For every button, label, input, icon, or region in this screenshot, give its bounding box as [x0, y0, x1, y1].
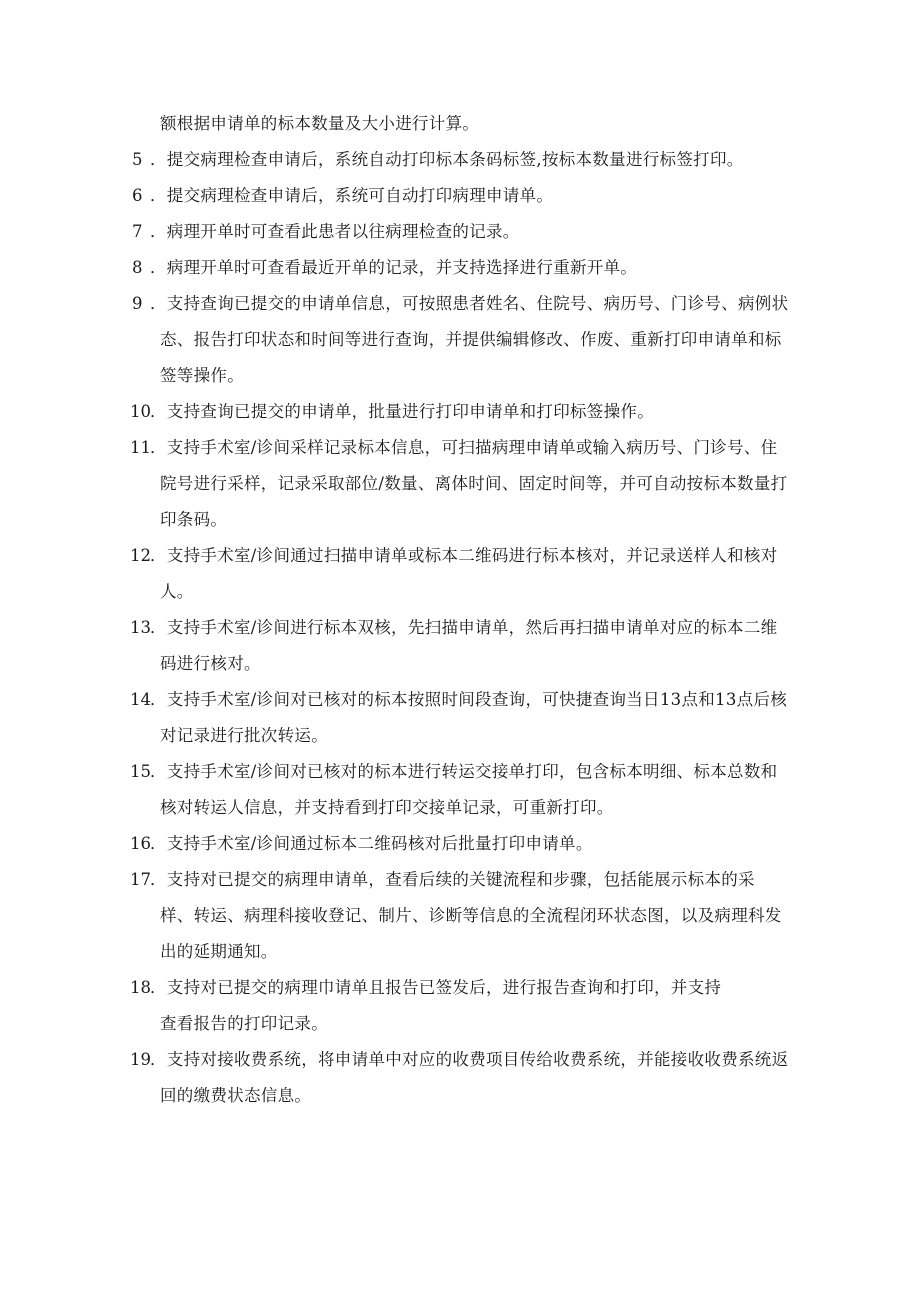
- list-item: [0, 142, 920, 178]
- list-item: [0, 610, 920, 682]
- list-item-number: 14: [130, 690, 151, 709]
- list-item-text-line: 样、转运、病理科接收登记、制片、诊断等信息的全流程闭环状态图，以及病理科发: [160, 906, 782, 925]
- list-item-number: 9: [132, 294, 143, 313]
- list-item-number: 6: [132, 186, 143, 205]
- list-item: [0, 862, 920, 970]
- list-item-text-line: 查看报告的打印记录。: [160, 1014, 328, 1033]
- list-item-text-line: ．支持对已提交的病理巾请单且报告已签发后，进行报告查询和打印，并支持: [150, 978, 722, 997]
- list-item-text-line: ．病理开单时可查看最近开单的记录，并支持选择进行重新开单。: [150, 258, 638, 277]
- list-item-number: 17: [130, 870, 151, 889]
- list-item-text-line: ．支持查询已提交的申请单，批量进行打印申请单和打印标签操作。: [150, 402, 654, 421]
- list-item-text-line: 态、报告打印状态和时间等进行查询，并提供编辑修改、作废、重新打印申请单和标: [160, 330, 782, 349]
- list-item-text-line: ．支持对已提交的病理申请单，查看后续的关键流程和步骤，包括能展示标本的采: [150, 870, 755, 889]
- list-item-text-line: 核对转运人信息，并支持看到打印交接单记录，可重新打印。: [160, 798, 614, 817]
- list-item-text-line: ．提交病理检查申请后，系统可自动打印病理申请单。: [150, 186, 554, 205]
- list-item: [0, 286, 920, 394]
- list-item-number: 18: [130, 978, 151, 997]
- list-item-text-line: ．支持对接收费系统，将申请单中对应的收费项目传给收费系统，并能接收收费系统返: [150, 1050, 789, 1069]
- list-item-text-line: 回的缴费状态信息。: [160, 1086, 312, 1105]
- list-item-number: 12: [130, 546, 151, 565]
- list-item-text-line: 出的延期通知。: [160, 942, 278, 961]
- list-item: [0, 754, 920, 826]
- list-item-text-line: ．支持手术室/诊间对已核对的标本按照时间段查询，可快捷查询当日13点和13点后核: [150, 690, 788, 709]
- list-item: [0, 1042, 920, 1114]
- list-item-text-line: ．支持手术室/诊间采样记录标本信息，可扫描病理申请单或输入病历号、门诊号、住: [150, 438, 778, 457]
- list-item-text-line: ．支持手术室/诊间对已核对的标本进行转运交接单打印，包含标本明细、标本总数和: [150, 762, 778, 781]
- list-item-number: 13: [130, 618, 151, 637]
- list-item-text-line: ．支持手术室/诊间通过扫描申请单或标本二维码进行标本核对，并记录送样人和核对: [150, 546, 778, 565]
- list-item-number: 5: [132, 150, 143, 169]
- list-item-text-line: 签等操作。: [160, 366, 244, 385]
- list-item: [0, 970, 920, 1042]
- list-item: [0, 538, 920, 610]
- list-item-text-line: 印条码。: [160, 510, 228, 529]
- list-item: [0, 214, 920, 250]
- list-item-number: 16: [130, 834, 151, 853]
- list-item-text-line: ．支持查询已提交的申请单信息，可按照患者姓名、住院号、病历号、门诊号、病例状: [150, 294, 789, 313]
- continuation-text: 额根据申请单的标本数量及大小进行计算。: [160, 114, 480, 133]
- list-item: [0, 682, 920, 754]
- list-item-number: 8: [132, 258, 143, 277]
- list-item-text-line: ．支持手术室/诊间进行标本双核，先扫描申请单，然后再扫描申请单对应的标本二维: [150, 618, 778, 637]
- list-item: [0, 394, 920, 430]
- list-item-number: 11: [130, 438, 151, 457]
- list-item-number: 19: [130, 1050, 151, 1069]
- list-item-text-line: 对记录进行批次转运。: [160, 726, 328, 745]
- list-item-number: 15: [130, 762, 151, 781]
- list-item-number: 7: [132, 222, 143, 241]
- list-item-text-line: 院号进行采样，记录采取部位/数量、离体时间、固定时间等，并可自动按标本数量打: [160, 474, 788, 493]
- list-item-text-line: ．病理开单时可查看此患者以往病理检查的记录。: [150, 222, 520, 241]
- requirement-list: [0, 142, 920, 1114]
- list-item: [0, 430, 920, 538]
- list-item: [0, 178, 920, 214]
- list-item-text-line: 码进行核对。: [160, 654, 261, 673]
- list-item-text-line: ．提交病理检查申请后，系统自动打印标本条码标签,按标本数量进行标签打印。: [150, 150, 744, 169]
- list-item-text-line: 人。: [160, 582, 194, 601]
- list-item: [0, 250, 920, 286]
- list-item-number: 10: [130, 402, 151, 421]
- list-item: [0, 826, 920, 862]
- list-item-text-line: ．支持手术室/诊间通过标本二维码核对后批量打印申请单。: [150, 834, 593, 853]
